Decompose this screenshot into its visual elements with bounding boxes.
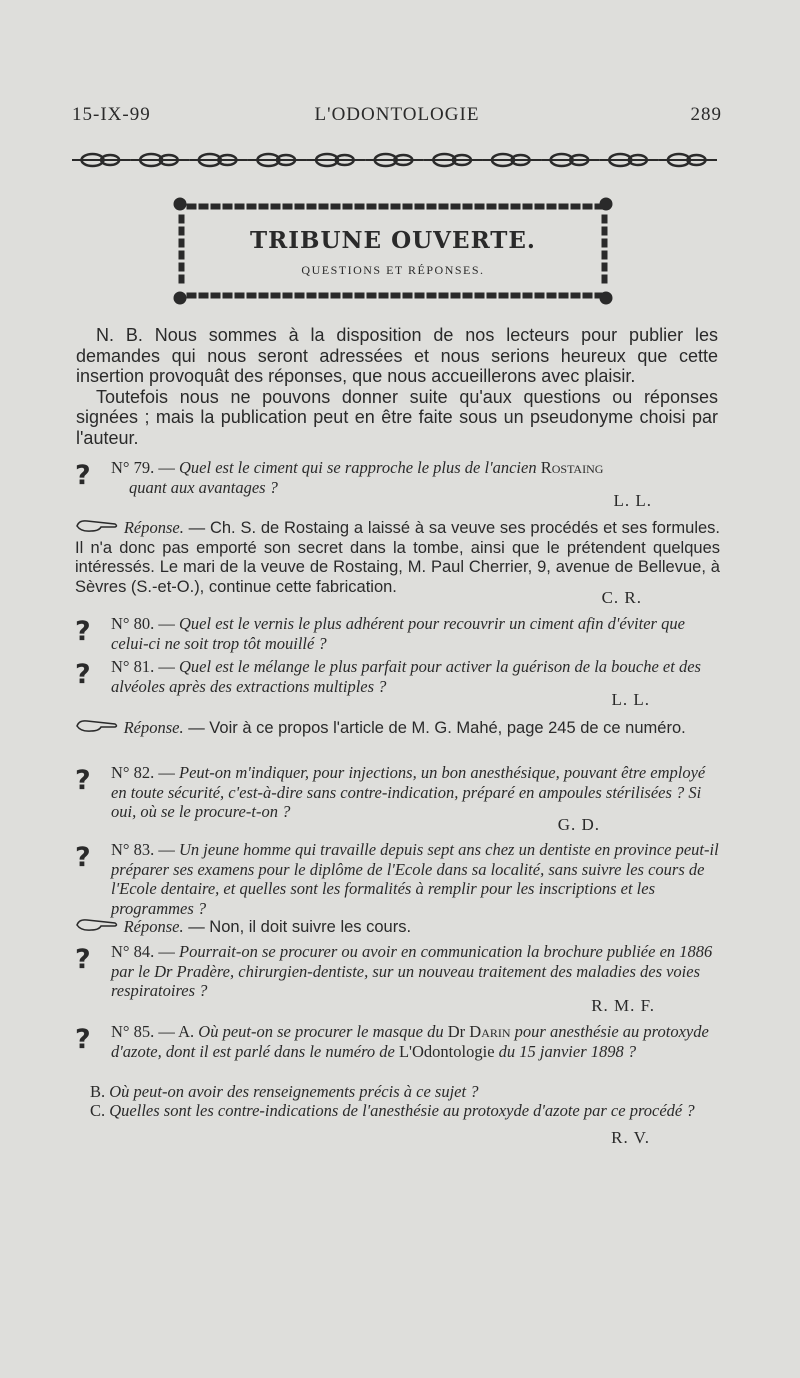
pointing-hand-icon xyxy=(75,719,119,739)
frame-dash xyxy=(475,293,484,298)
question-number: N° 81. — xyxy=(111,657,175,676)
question-text-cont: quant aux avantages ? xyxy=(129,477,278,497)
answer-label: Réponse. xyxy=(123,718,184,737)
answer-83 xyxy=(75,917,720,938)
frame-dash xyxy=(367,293,376,298)
section-title: TRIBUNE OUVERTE. xyxy=(250,227,536,254)
question-82 xyxy=(75,763,720,822)
frame-dash xyxy=(499,204,508,209)
question-85-part-b xyxy=(75,1082,720,1102)
question-mark-icon: ? xyxy=(75,944,91,975)
frame-dash xyxy=(247,293,256,298)
frame-dash xyxy=(199,204,208,209)
frame-dash xyxy=(379,293,388,298)
question-mark-icon: ? xyxy=(75,616,91,647)
frame-dash xyxy=(247,204,256,209)
section-title-frame xyxy=(173,197,613,305)
question-name: Darin xyxy=(469,1022,511,1041)
frame-dash xyxy=(367,204,376,209)
answer-79 xyxy=(75,518,720,597)
frame-dash xyxy=(547,293,556,298)
frame-dash xyxy=(283,204,292,209)
answer-text: — Ch. S. de Rostaing a laissé à sa veuve ses procédés et ses formules. Il n'a donc pas emporté son secret dans la tombe, ainsi que le prétendent quelques intéressés. Le mari de la veuve de Rostaing, M. Paul Cherrier, 9, avenue de Bellevue, à Sèvres (S.-et-O.), continue cette fabrication. xyxy=(75,519,720,596)
ornament-motif xyxy=(365,154,424,166)
frame-dash xyxy=(499,293,508,298)
frame-dash xyxy=(211,204,220,209)
frame-dash xyxy=(391,204,400,209)
question-name: Rostaing xyxy=(540,458,604,477)
frame-dash xyxy=(211,293,220,298)
part-c-label: C. xyxy=(90,1101,106,1120)
issue-date: 15-IX-99 xyxy=(72,104,151,125)
frame-dash xyxy=(331,293,340,298)
frame-dash xyxy=(511,204,520,209)
frame-corner-ball xyxy=(600,292,612,304)
frame-dash xyxy=(187,204,196,209)
question-text: Pourrait-on se procurer ou avoir en communication la brochure publiée en 1886 par le Dr Pradère, chirurgien-dentiste, sur un nouveau traitement des maladies des voies respiratoires ? xyxy=(111,942,713,1000)
frame-dash xyxy=(523,293,532,298)
frame-corner-ball xyxy=(174,292,186,304)
frame-dash xyxy=(547,204,556,209)
part-b-text: Où peut-on avoir des renseignements précis à ce sujet ? xyxy=(109,1082,479,1101)
signature: R. M. F. xyxy=(591,996,655,1015)
question-mark-icon: ? xyxy=(75,1024,91,1055)
frame-dash xyxy=(451,293,460,298)
question-text-cont: du 15 janvier 1898 ? xyxy=(498,1041,637,1061)
frame-dash xyxy=(403,293,412,298)
ornament-motif xyxy=(658,154,717,166)
pointing-hand-icon xyxy=(75,519,119,539)
frame-dash xyxy=(439,204,448,209)
signature: G. D. xyxy=(557,815,600,834)
frame-dash xyxy=(535,204,544,209)
frame-dash xyxy=(535,293,544,298)
frame-dash xyxy=(331,204,340,209)
answer-text: — Non, il doit suivre les cours. xyxy=(188,918,412,936)
question-number: N° 82. — xyxy=(111,763,175,782)
frame-dash xyxy=(223,293,232,298)
signature: L. L. xyxy=(611,690,650,709)
intro-paragraph: N. B. Nous sommes à la disposition de nos lecteurs pour publier les demandes qui nous seront adressées et nous serions heureux que cette insertion provoquât des réponses, que nous accueillerons avec plaisir. xyxy=(76,325,718,386)
question-text: Quel est le mélange le plus parfait pour activer la guérison de la bouche et des alvéoles après des extractions multiples ? xyxy=(111,657,701,696)
part-a-label: A. xyxy=(178,1022,195,1041)
frame-dash xyxy=(487,204,496,209)
frame-dash xyxy=(235,204,244,209)
ornamental-rule xyxy=(72,151,717,169)
ornament-motif xyxy=(482,154,541,166)
frame-dash xyxy=(259,293,268,298)
frame-dash xyxy=(319,204,328,209)
section-subtitle: QUESTIONS ET RÉPONSES. xyxy=(301,263,485,277)
frame-corner-ball xyxy=(174,198,186,210)
frame-dash xyxy=(283,293,292,298)
intro-paragraph: Toutefois nous ne pouvons donner suite qu'aux questions ou réponses signées ; mais la publication peut en être faite sous un pseudonyme choisi par l'auteur. xyxy=(76,386,718,448)
ornament-motif xyxy=(131,154,190,166)
frame-dash xyxy=(271,293,280,298)
question-text: Quel est le ciment qui se rapproche le plus de l'ancien xyxy=(179,458,537,477)
frame-dash xyxy=(583,204,592,209)
journal-name: L'Odontologie xyxy=(398,1041,495,1061)
journal-title: L'ODONTOLOGIE xyxy=(314,104,480,125)
frame-dash xyxy=(355,293,364,298)
frame-dash xyxy=(295,204,304,209)
frame-dash xyxy=(511,293,520,298)
frame-dash xyxy=(391,293,400,298)
question-80 xyxy=(75,614,720,653)
doctor-abbrev: Dr xyxy=(447,1022,466,1041)
ornament-motif xyxy=(424,154,483,166)
frame-dash xyxy=(187,293,196,298)
frame-dash xyxy=(307,204,316,209)
question-number: N° 79. — xyxy=(111,458,175,477)
question-number: N° 84. — xyxy=(111,942,175,961)
ornament-motif xyxy=(307,154,366,166)
frame-dash xyxy=(199,293,208,298)
answer-text: — Voir à ce propos l'article de M. G. Mahé, page 245 de ce numéro. xyxy=(188,719,686,737)
frame-dash xyxy=(439,293,448,298)
frame-dash xyxy=(295,293,304,298)
frame-dash xyxy=(379,204,388,209)
frame-dash xyxy=(571,293,580,298)
ornament-motif xyxy=(541,154,600,166)
frame-dash xyxy=(415,204,424,209)
frame-dash xyxy=(463,293,472,298)
frame-dash xyxy=(223,204,232,209)
question-mark-icon: ? xyxy=(75,765,91,796)
intro-text xyxy=(76,325,718,448)
answer-label: Réponse. xyxy=(123,917,184,936)
signature: L. L. xyxy=(613,491,652,510)
frame-corner-ball xyxy=(600,198,612,210)
part-c-text: Quelles sont les contre-indications de l'anesthésie au protoxyde d'azote par ce procédé ? xyxy=(109,1101,695,1120)
question-83 xyxy=(75,840,720,918)
frame-dash xyxy=(343,204,352,209)
frame-dash xyxy=(583,293,592,298)
frame-dash xyxy=(559,204,568,209)
frame-dash xyxy=(307,293,316,298)
question-text: Peut-on m'indiquer, pour injections, un bon anesthésique, pouvant être employé en toute sécurité, c'est-à-dire sans contre-indication, préparé en ampoules stérilisées ? Si oui, où se le procure-t-on ? xyxy=(111,763,706,821)
running-head xyxy=(72,104,722,132)
frame-dash xyxy=(451,204,460,209)
question-mark-icon: ? xyxy=(75,460,91,491)
frame-dash xyxy=(343,293,352,298)
question-number: N° 80. — xyxy=(111,614,175,633)
part-b-label: B. xyxy=(90,1082,106,1101)
frame-dash xyxy=(235,293,244,298)
frame-dash xyxy=(427,204,436,209)
frame-dash xyxy=(571,204,580,209)
frame-dash xyxy=(355,204,364,209)
frame-dash xyxy=(179,215,184,223)
ornament-motif xyxy=(72,154,131,166)
frame-dash xyxy=(427,293,436,298)
question-text: Où peut-on se procurer le masque du xyxy=(198,1022,444,1041)
ornament-motif xyxy=(189,154,248,166)
frame-dash xyxy=(319,293,328,298)
frame-dash xyxy=(415,293,424,298)
question-mark-icon: ? xyxy=(75,842,91,873)
question-number: N° 85. — xyxy=(111,1022,175,1041)
question-84 xyxy=(75,942,720,1001)
answer-81 xyxy=(75,718,720,739)
question-85 xyxy=(75,1022,720,1061)
signature: R. V. xyxy=(611,1128,650,1147)
frame-dash xyxy=(602,215,607,223)
question-number: N° 83. — xyxy=(111,840,175,859)
pointing-hand-icon xyxy=(75,918,119,938)
frame-dash xyxy=(523,204,532,209)
question-mark-icon: ? xyxy=(75,659,91,690)
ornament-motif xyxy=(248,154,307,166)
frame-dash xyxy=(487,293,496,298)
frame-dash xyxy=(559,293,568,298)
frame-dash xyxy=(475,204,484,209)
answer-label: Réponse. xyxy=(123,518,184,537)
ornament-motif xyxy=(600,154,659,166)
question-text: Un jeune homme qui travaille depuis sept ans chez un dentiste en province peut-il préparer ses examens pour le diplôme de l'Ecole dans sa localité, sans suivre les cours de l'Ecole dentaire, et quelles sont les formalités à remplir pour les inscriptions et les programmes ? xyxy=(111,840,719,918)
signature: C. R. xyxy=(601,588,642,607)
frame-dash xyxy=(403,204,412,209)
question-text: Quel est le vernis le plus adhérent pour recouvrir un ciment afin d'éviter que celui-ci ne soit trop tôt mouillé ? xyxy=(111,614,685,653)
frame-dash xyxy=(463,204,472,209)
page-number: 289 xyxy=(690,104,722,125)
question-85-part-c xyxy=(75,1101,720,1121)
frame-dash xyxy=(259,204,268,209)
frame-dash xyxy=(271,204,280,209)
question-text-cont: pour anesthésie au protoxyde d'azote, dont il est parlé dans le numéro de xyxy=(111,1022,709,1061)
